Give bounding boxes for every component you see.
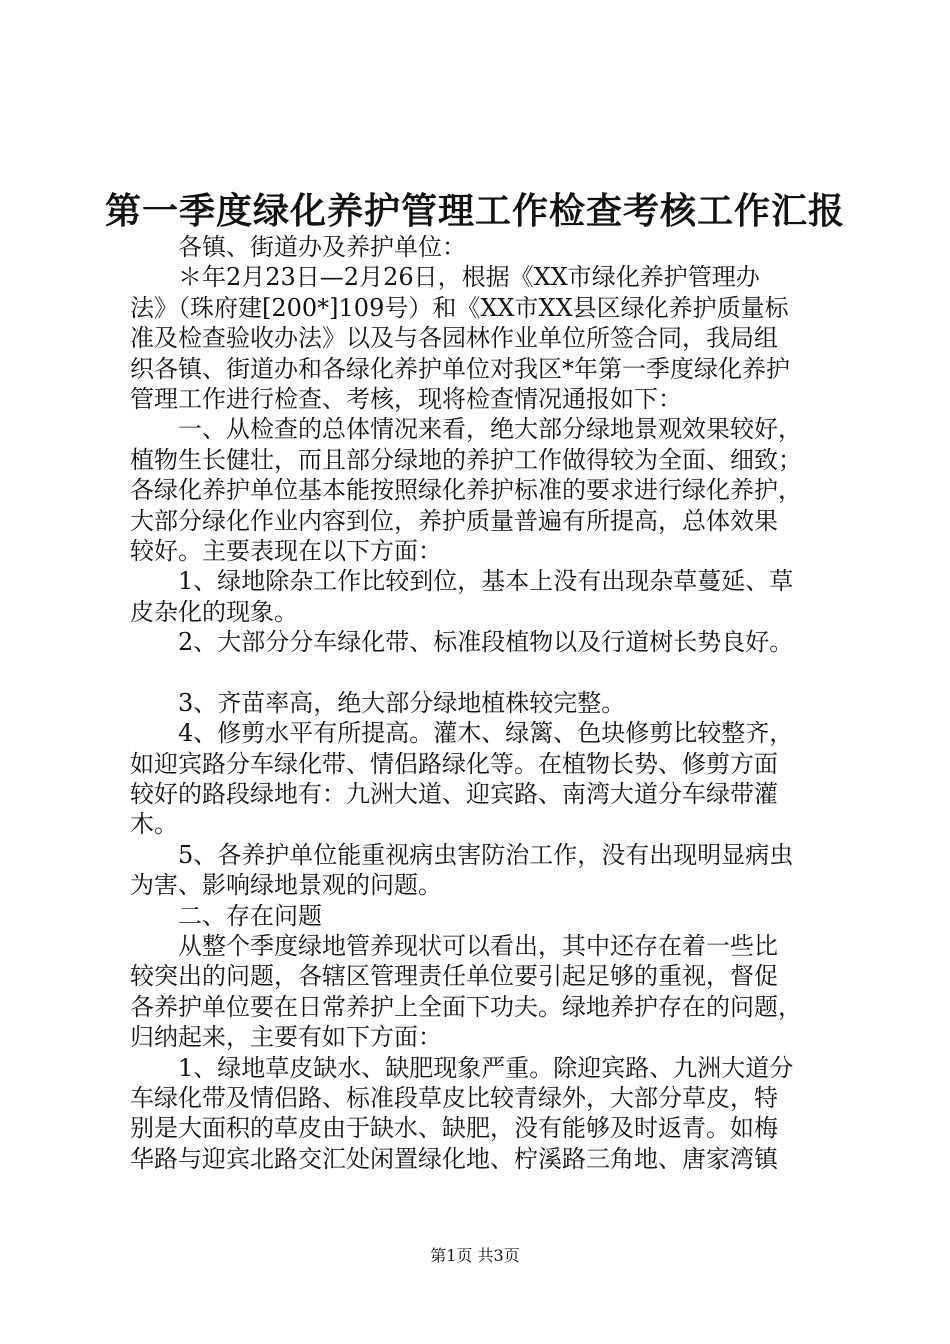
body-line: 一、从检查的总体情况来看，绝大部分绿地景观效果较好， xyxy=(130,415,802,444)
body-line: 别是大面积的草皮由于缺水、缺肥，没有能够及时返青。如梅 xyxy=(130,1114,778,1143)
body-line: 管理工作进行检查、考核，现将检查情况通报如下： xyxy=(130,384,682,413)
body-line: 5、各养护单位能重视病虫害防治工作，没有出现明显病虫 xyxy=(130,840,794,869)
body-line: 织各镇、街道办和各绿化养护单位对我区*年第一季度绿化养护 xyxy=(130,354,790,383)
page-footer: 第1页 共3页 xyxy=(430,1246,520,1265)
body-line: 2、大部分分车绿化带、标准段植物以及行道树长势良好。 xyxy=(130,628,794,657)
body-line: 车绿化带及情侣路、标准段草皮比较青绿外，大部分草皮，特 xyxy=(130,1083,778,1112)
body-line: 皮杂化的现象。 xyxy=(130,597,298,626)
body-line: 从整个季度绿地管养现状可以看出，其中还存在着一些比 xyxy=(130,931,778,960)
body-line: 为害、影响绿地景观的问题。 xyxy=(130,871,442,900)
body-line: 如迎宾路分车绿化带、情侣路绿化等。在植物长势、修剪方面 xyxy=(130,749,778,778)
body-line: 各养护单位要在日常养护上全面下功夫。绿地养护存在的问题， xyxy=(130,992,802,1021)
document-body xyxy=(130,232,830,1174)
body-line: ＊年2月23日—2月26日，根据《XX市绿化养护管理办 xyxy=(130,263,760,292)
body-line: 1、绿地除杂工作比较到位，基本上没有出现杂草蔓延、草 xyxy=(130,567,794,596)
body-line: 各镇、街道办及养护单位： xyxy=(130,233,466,261)
body-line: 各绿化养护单位基本能按照绿化养护标准的要求进行绿化养护， xyxy=(130,476,802,505)
body-line: 较突出的问题，各辖区管理责任单位要引起足够的重视，督促 xyxy=(130,962,778,991)
body-line: 大部分绿化作业内容到位，养护质量普遍有所提高，总体效果 xyxy=(130,506,778,535)
body-line: 较好。主要表现在以下方面： xyxy=(130,536,442,565)
body-line: 1、绿地草皮缺水、缺肥现象严重。除迎宾路、九洲大道分 xyxy=(130,1053,794,1082)
body-line: 木。 xyxy=(130,810,178,839)
body-line: 准及检查验收办法》以及与各园林作业单位所签合同，我局组 xyxy=(130,324,778,353)
body-line: 3、齐苗率高，绝大部分绿地植株较完整。 xyxy=(130,688,626,717)
body-line: 二、存在问题 xyxy=(130,901,322,930)
blank-line xyxy=(130,657,830,687)
body-line: 华路与迎宾北路交汇处闲置绿化地、柠溪路三角地、唐家湾镇 xyxy=(130,1144,778,1173)
body-line: 植物生长健壮，而且部分绿地的养护工作做得较为全面、细致； xyxy=(130,445,802,474)
body-line: 4、修剪水平有所提高。灌木、绿篱、色块修剪比较整齐， xyxy=(130,719,794,748)
body-line: 法》（珠府建[200*]109号）和《XX市XX县区绿化养护质量标 xyxy=(130,293,789,322)
body-line: 归纳起来，主要有如下方面： xyxy=(130,1023,442,1052)
document-title: 第一季度绿化养护管理工作检查考核工作汇报 xyxy=(104,190,845,232)
body-line: 较好的路段绿地有：九洲大道、迎宾路、南湾大道分车绿带灌 xyxy=(130,780,778,809)
